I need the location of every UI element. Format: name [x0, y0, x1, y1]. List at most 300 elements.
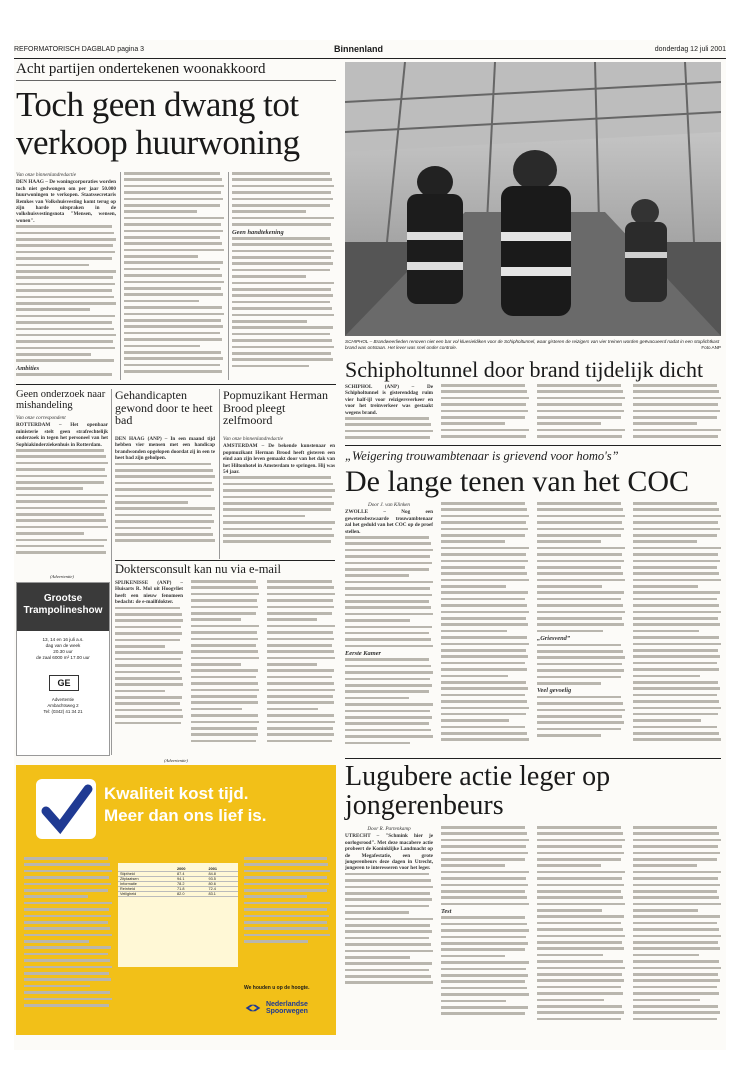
ns-punctuality-table — [118, 863, 238, 967]
text-line — [115, 709, 182, 712]
text-line — [633, 884, 720, 887]
text-line — [223, 540, 331, 543]
text-line — [633, 845, 718, 848]
text-line — [441, 987, 527, 990]
lugubere-byline: Door R. Partenkamp — [367, 826, 411, 832]
text-line — [633, 700, 719, 703]
text-line — [16, 513, 104, 516]
text-line — [345, 658, 429, 661]
text-line — [232, 307, 332, 310]
text-line — [244, 876, 327, 879]
ns-slogan — [104, 783, 267, 827]
text-line — [633, 566, 717, 569]
text-line — [24, 940, 89, 943]
text-line — [633, 534, 717, 537]
brood-headline: Popmuzikant Herman Brood pleegt zelfmoord — [223, 388, 328, 428]
text-line — [191, 580, 256, 583]
text-line — [345, 703, 433, 706]
text-line — [633, 999, 700, 1002]
text-line — [124, 313, 224, 316]
text-line — [115, 501, 188, 504]
text-line — [537, 435, 622, 438]
text-line — [267, 638, 334, 641]
text-lines — [633, 384, 721, 438]
text-line — [345, 600, 429, 603]
ns-table-cell: Zitplaatsen — [118, 877, 175, 882]
text-line — [232, 339, 332, 342]
lugubere-column-1 — [345, 826, 433, 1034]
text-line — [345, 710, 430, 713]
text-line — [345, 975, 431, 978]
brood-body — [223, 436, 335, 554]
text-line — [124, 198, 223, 201]
text-line — [267, 740, 332, 743]
lead-subhead-ambities: Ambities — [16, 364, 40, 372]
text-line — [345, 886, 433, 889]
text-line — [441, 858, 525, 861]
text-line — [537, 702, 623, 705]
text-line — [537, 521, 622, 524]
text-line — [537, 540, 601, 543]
text-line — [537, 502, 621, 505]
text-line — [232, 172, 330, 175]
text-line — [16, 500, 105, 503]
text-line — [633, 1011, 720, 1014]
text-line — [267, 733, 334, 736]
text-line — [115, 632, 182, 635]
text-line — [633, 384, 717, 387]
text-lines — [24, 857, 112, 1007]
text-line — [345, 555, 430, 558]
text-line — [191, 701, 258, 704]
photo-caption-block — [345, 339, 721, 350]
text-line — [345, 638, 431, 641]
ns-table-cell: 78.2 — [175, 882, 206, 887]
text-line — [537, 973, 622, 976]
trampoline-ad-date-line: dag van de week — [45, 643, 81, 648]
text-line — [537, 909, 602, 912]
text-line — [345, 697, 409, 700]
trampoline-ad-date-line: 13, 14 en 16 juli a.s. — [42, 637, 84, 642]
text-line — [115, 619, 183, 622]
text-line — [223, 515, 305, 518]
text-line — [345, 722, 429, 725]
text-line — [16, 238, 116, 241]
text-line — [345, 735, 433, 738]
schiphol-column-1 — [345, 384, 433, 440]
text-line — [441, 980, 525, 983]
text-line — [633, 416, 717, 419]
text-line — [223, 489, 335, 492]
text-line — [441, 643, 529, 646]
text-line — [537, 676, 621, 679]
text-line — [537, 630, 603, 633]
text-line — [441, 884, 528, 887]
text-line — [115, 626, 181, 629]
ns-table-cell: 71.8 — [175, 887, 206, 892]
text-line — [441, 649, 526, 652]
text-line — [633, 687, 720, 690]
text-line — [267, 631, 333, 634]
text-line — [537, 572, 623, 575]
text-line — [115, 514, 212, 517]
text-line — [115, 671, 180, 674]
text-line — [191, 663, 241, 666]
text-line — [633, 986, 717, 989]
text-line — [441, 675, 508, 678]
coc-intro: ZWOLLE – Nog een gewetensbezwaarde trouwambtenaar zal het geduld van het COC op de proef stellen. — [345, 509, 433, 535]
schiphol-body — [345, 384, 721, 440]
text-line — [16, 359, 114, 362]
text-line — [441, 707, 529, 710]
text-line — [223, 528, 332, 531]
text-line — [441, 929, 529, 932]
text-line — [441, 936, 526, 939]
mishandeling-byline: Van onze correspondent — [16, 415, 66, 421]
text-line — [115, 482, 212, 485]
text-line — [633, 852, 720, 855]
text-line — [345, 671, 433, 674]
text-line — [441, 732, 527, 735]
text-line — [537, 941, 622, 944]
text-line — [232, 288, 331, 291]
text-line — [191, 631, 257, 634]
text-line — [537, 890, 621, 893]
coc-headline: De lange tenen van het COC — [345, 465, 690, 498]
lead-body — [16, 172, 334, 380]
text-line — [537, 903, 625, 906]
text-line — [537, 384, 621, 387]
text-line — [441, 560, 528, 563]
section-title: Binnenland — [334, 44, 383, 54]
text-line — [633, 502, 717, 505]
text-line — [124, 306, 222, 309]
text-line — [633, 579, 721, 582]
text-line — [537, 611, 625, 614]
text-line — [633, 954, 699, 957]
text-line — [633, 521, 718, 524]
text-line — [124, 370, 222, 373]
text-line — [16, 328, 114, 331]
text-line — [633, 839, 721, 842]
text-line — [633, 903, 721, 906]
text-line — [441, 1006, 528, 1009]
lugubere-body — [345, 826, 721, 1034]
text-line — [115, 722, 181, 725]
text-line — [16, 257, 112, 260]
text-line — [441, 1012, 525, 1015]
text-line — [537, 585, 602, 588]
text-line — [441, 955, 505, 958]
text-line — [24, 966, 112, 969]
text-line — [124, 357, 223, 360]
text-line — [537, 429, 625, 432]
text-line — [537, 623, 624, 626]
text-line — [232, 301, 330, 304]
ns-table-row — [118, 892, 238, 897]
text-line — [441, 903, 529, 906]
ns-table-cell: Reinheid — [118, 887, 175, 892]
text-lines — [115, 463, 215, 542]
text-line — [124, 338, 222, 341]
text-line — [537, 416, 621, 419]
coc-subhead-gevoelig: Veel gevoelig — [537, 687, 572, 695]
text-line — [124, 178, 222, 181]
lugubere-subhead-test: Test — [441, 908, 452, 916]
text-line — [345, 417, 429, 420]
text-line — [232, 210, 306, 213]
text-line — [124, 255, 198, 258]
text-line — [16, 276, 113, 279]
ns-slogan-line-1: Kwaliteit kost tijd. — [104, 784, 249, 803]
trampoline-ad-footer-line: Advertentie — [51, 697, 75, 702]
text-line — [441, 547, 529, 550]
text-line — [115, 690, 165, 693]
text-line — [115, 495, 211, 498]
text-lines — [115, 607, 183, 725]
text-line — [244, 902, 330, 905]
text-line — [441, 719, 509, 722]
text-line — [537, 845, 622, 848]
text-line — [441, 871, 529, 874]
text-line — [633, 668, 719, 671]
text-line — [537, 884, 624, 887]
schiphol-column-4 — [633, 384, 721, 440]
text-line — [232, 237, 330, 240]
text-lines — [441, 502, 529, 741]
text-line — [441, 655, 528, 658]
text-line — [441, 726, 525, 729]
text-line — [441, 687, 528, 690]
text-line — [232, 275, 306, 278]
dokters-headline: Doktersconsult kan nu via e-mail — [115, 562, 281, 576]
ns-table-header-cell: 2001 — [207, 867, 238, 872]
text-line — [16, 340, 113, 343]
text-line — [124, 210, 197, 213]
text-line — [223, 476, 331, 479]
schiphol-intro: SCHIPHOL (ANP) – De Schipholtunnel is gisterenddag ruim vier half-ijl voor reizigersverkeer en voor het treinverkeer was gestaakt wegens brand. — [345, 384, 433, 416]
text-line — [537, 598, 621, 601]
text-line — [16, 539, 107, 542]
text-line — [115, 469, 213, 472]
text-line — [345, 594, 432, 597]
text-line — [124, 293, 223, 296]
text-line — [633, 890, 717, 893]
text-line — [633, 1005, 718, 1008]
text-line — [191, 638, 258, 641]
mishandeling-body — [16, 415, 108, 571]
text-line — [633, 681, 718, 684]
lead-column-3 — [232, 172, 334, 380]
text-line — [537, 1005, 622, 1008]
text-line — [345, 684, 432, 687]
text-line — [441, 429, 529, 432]
text-line — [16, 494, 108, 497]
text-line — [537, 986, 621, 989]
text-line — [441, 668, 527, 671]
ns-brand-name: Nederlandse Spoorwegen — [265, 1001, 308, 1015]
dokters-column-1 — [115, 580, 183, 752]
text-line — [537, 960, 623, 963]
text-line — [191, 657, 259, 660]
text-line — [345, 873, 429, 876]
text-line — [267, 676, 332, 679]
text-lines — [441, 826, 529, 905]
text-line — [16, 334, 116, 337]
text-line — [441, 579, 529, 582]
text-line — [345, 606, 431, 609]
text-line — [345, 879, 431, 882]
text-lines — [232, 237, 334, 367]
text-line — [441, 384, 525, 387]
text-lines — [223, 476, 335, 543]
text-line — [191, 669, 258, 672]
text-lines — [633, 502, 721, 741]
text-line — [537, 566, 621, 569]
text-line — [191, 586, 258, 589]
text-line — [441, 566, 525, 569]
text-line — [441, 623, 528, 626]
text-line — [223, 534, 334, 537]
text-line — [16, 283, 115, 286]
text-line — [441, 528, 528, 531]
text-line — [441, 948, 525, 951]
text-line — [244, 857, 327, 860]
ns-table-cell: Stiptheid — [118, 872, 175, 877]
text-line — [232, 243, 332, 246]
ns-advertisement[interactable] — [16, 765, 336, 1035]
text-line — [24, 972, 109, 975]
text-line — [345, 911, 409, 914]
text-line — [345, 626, 432, 629]
text-line — [441, 974, 528, 977]
text-line — [115, 715, 183, 718]
text-line — [191, 593, 259, 596]
text-line — [124, 236, 220, 239]
text-line — [232, 185, 334, 188]
text-line — [16, 487, 83, 490]
text-line — [16, 353, 91, 356]
text-lines — [267, 580, 335, 742]
dokters-intro: SPIJKENISSE (ANP) – Huisarts R. Mol uit Hoogvliet heeft een nieuw fenomeen bedacht: de e-mailfdokter. — [115, 580, 183, 606]
text-line — [232, 352, 331, 355]
ns-table-cell: 82.0 — [175, 892, 206, 897]
text-line — [191, 740, 256, 743]
text-line — [16, 244, 113, 247]
text-line — [537, 954, 603, 957]
text-line — [191, 650, 258, 653]
text-line — [232, 250, 334, 253]
text-line — [124, 172, 220, 175]
text-line — [124, 332, 220, 335]
text-line — [537, 617, 622, 620]
text-line — [232, 314, 334, 317]
text-line — [24, 1004, 109, 1007]
text-line — [16, 321, 112, 324]
trampoline-ad-title: Grootse Trampolineshow — [17, 583, 109, 631]
text-line — [537, 935, 625, 938]
text-line — [24, 863, 110, 866]
text-line — [115, 488, 214, 491]
text-line — [537, 992, 623, 995]
text-line — [537, 858, 621, 861]
text-line — [345, 549, 433, 552]
trampoline-ad-label: (Advertentie) — [50, 574, 74, 579]
text-lines — [537, 696, 625, 737]
text-line — [115, 527, 211, 530]
text-lines — [16, 449, 108, 554]
text-line — [124, 261, 223, 264]
text-line — [441, 832, 527, 835]
text-line — [16, 462, 108, 465]
text-line — [232, 204, 330, 207]
text-line — [16, 232, 114, 235]
text-line — [537, 839, 625, 842]
text-line — [16, 264, 89, 267]
text-line — [633, 726, 717, 729]
ns-table-cell: 94.1 — [175, 877, 206, 882]
text-line — [441, 694, 525, 697]
text-lines — [191, 580, 259, 742]
text-line — [115, 651, 183, 654]
text-line — [16, 519, 106, 522]
text-line — [537, 922, 621, 925]
text-line — [537, 915, 624, 918]
lead-intro: DEN HAAG – De woningcorporaties worden toch niet gedwongen om per jaar 50.000 huurwoningen te verkopen. Staatssecretaris Remkes van Volkshuisvesting komt terug op zijn harde uitspraken in de volkshuisvestingsnota "Mensen, wensen, wonen". — [16, 179, 116, 224]
text-line — [441, 390, 527, 393]
text-line — [537, 826, 621, 829]
text-line — [124, 319, 221, 322]
text-line — [267, 606, 334, 609]
text-line — [16, 270, 116, 273]
mishandeling-headline: Geen onderzoek naar mishandeling — [16, 389, 106, 412]
text-line — [633, 508, 719, 511]
text-line — [232, 320, 307, 323]
ns-logo-icon — [244, 1003, 262, 1013]
text-line — [441, 839, 529, 842]
text-line — [537, 390, 623, 393]
text-line — [441, 890, 525, 893]
text-line — [16, 302, 116, 305]
text-line — [537, 508, 623, 511]
text-line — [191, 612, 256, 615]
text-line — [115, 507, 215, 510]
dokters-column-2 — [191, 580, 259, 752]
text-line — [124, 281, 224, 284]
text-line — [115, 639, 180, 642]
text-line — [267, 682, 334, 685]
text-line — [633, 422, 697, 425]
text-line — [537, 999, 604, 1002]
text-line — [24, 934, 112, 937]
text-line — [124, 274, 222, 277]
trampoline-ad[interactable] — [16, 582, 110, 756]
text-line — [345, 930, 432, 933]
text-line — [244, 908, 327, 911]
text-line — [16, 449, 104, 452]
text-line — [345, 542, 431, 545]
mishandeling-intro: ROTTERDAM – Het openbaar ministerie stelt geen strafrechtelijk onderzoek in tegen het personeel van het Sophiakinderziekenhuis in Rotterdam. — [16, 422, 108, 448]
lead-kicker: Acht partijen ondertekenen woonakkoord — [16, 61, 266, 77]
text-lines — [124, 172, 224, 373]
text-line — [537, 534, 621, 537]
text-line — [633, 719, 701, 722]
text-line — [633, 617, 718, 620]
lugubere-intro: UTRECHT – "Schmink hier je oorlogsrood". Met deze macabere actie probeert de Koninklijke Landmacht op de Megafestatie, een grote jongerenbeurs deze dagen in Utrecht, jongeren te interesseren voor het leger. — [345, 833, 433, 872]
text-line — [633, 877, 718, 880]
text-line — [441, 416, 525, 419]
text-line — [441, 942, 528, 945]
